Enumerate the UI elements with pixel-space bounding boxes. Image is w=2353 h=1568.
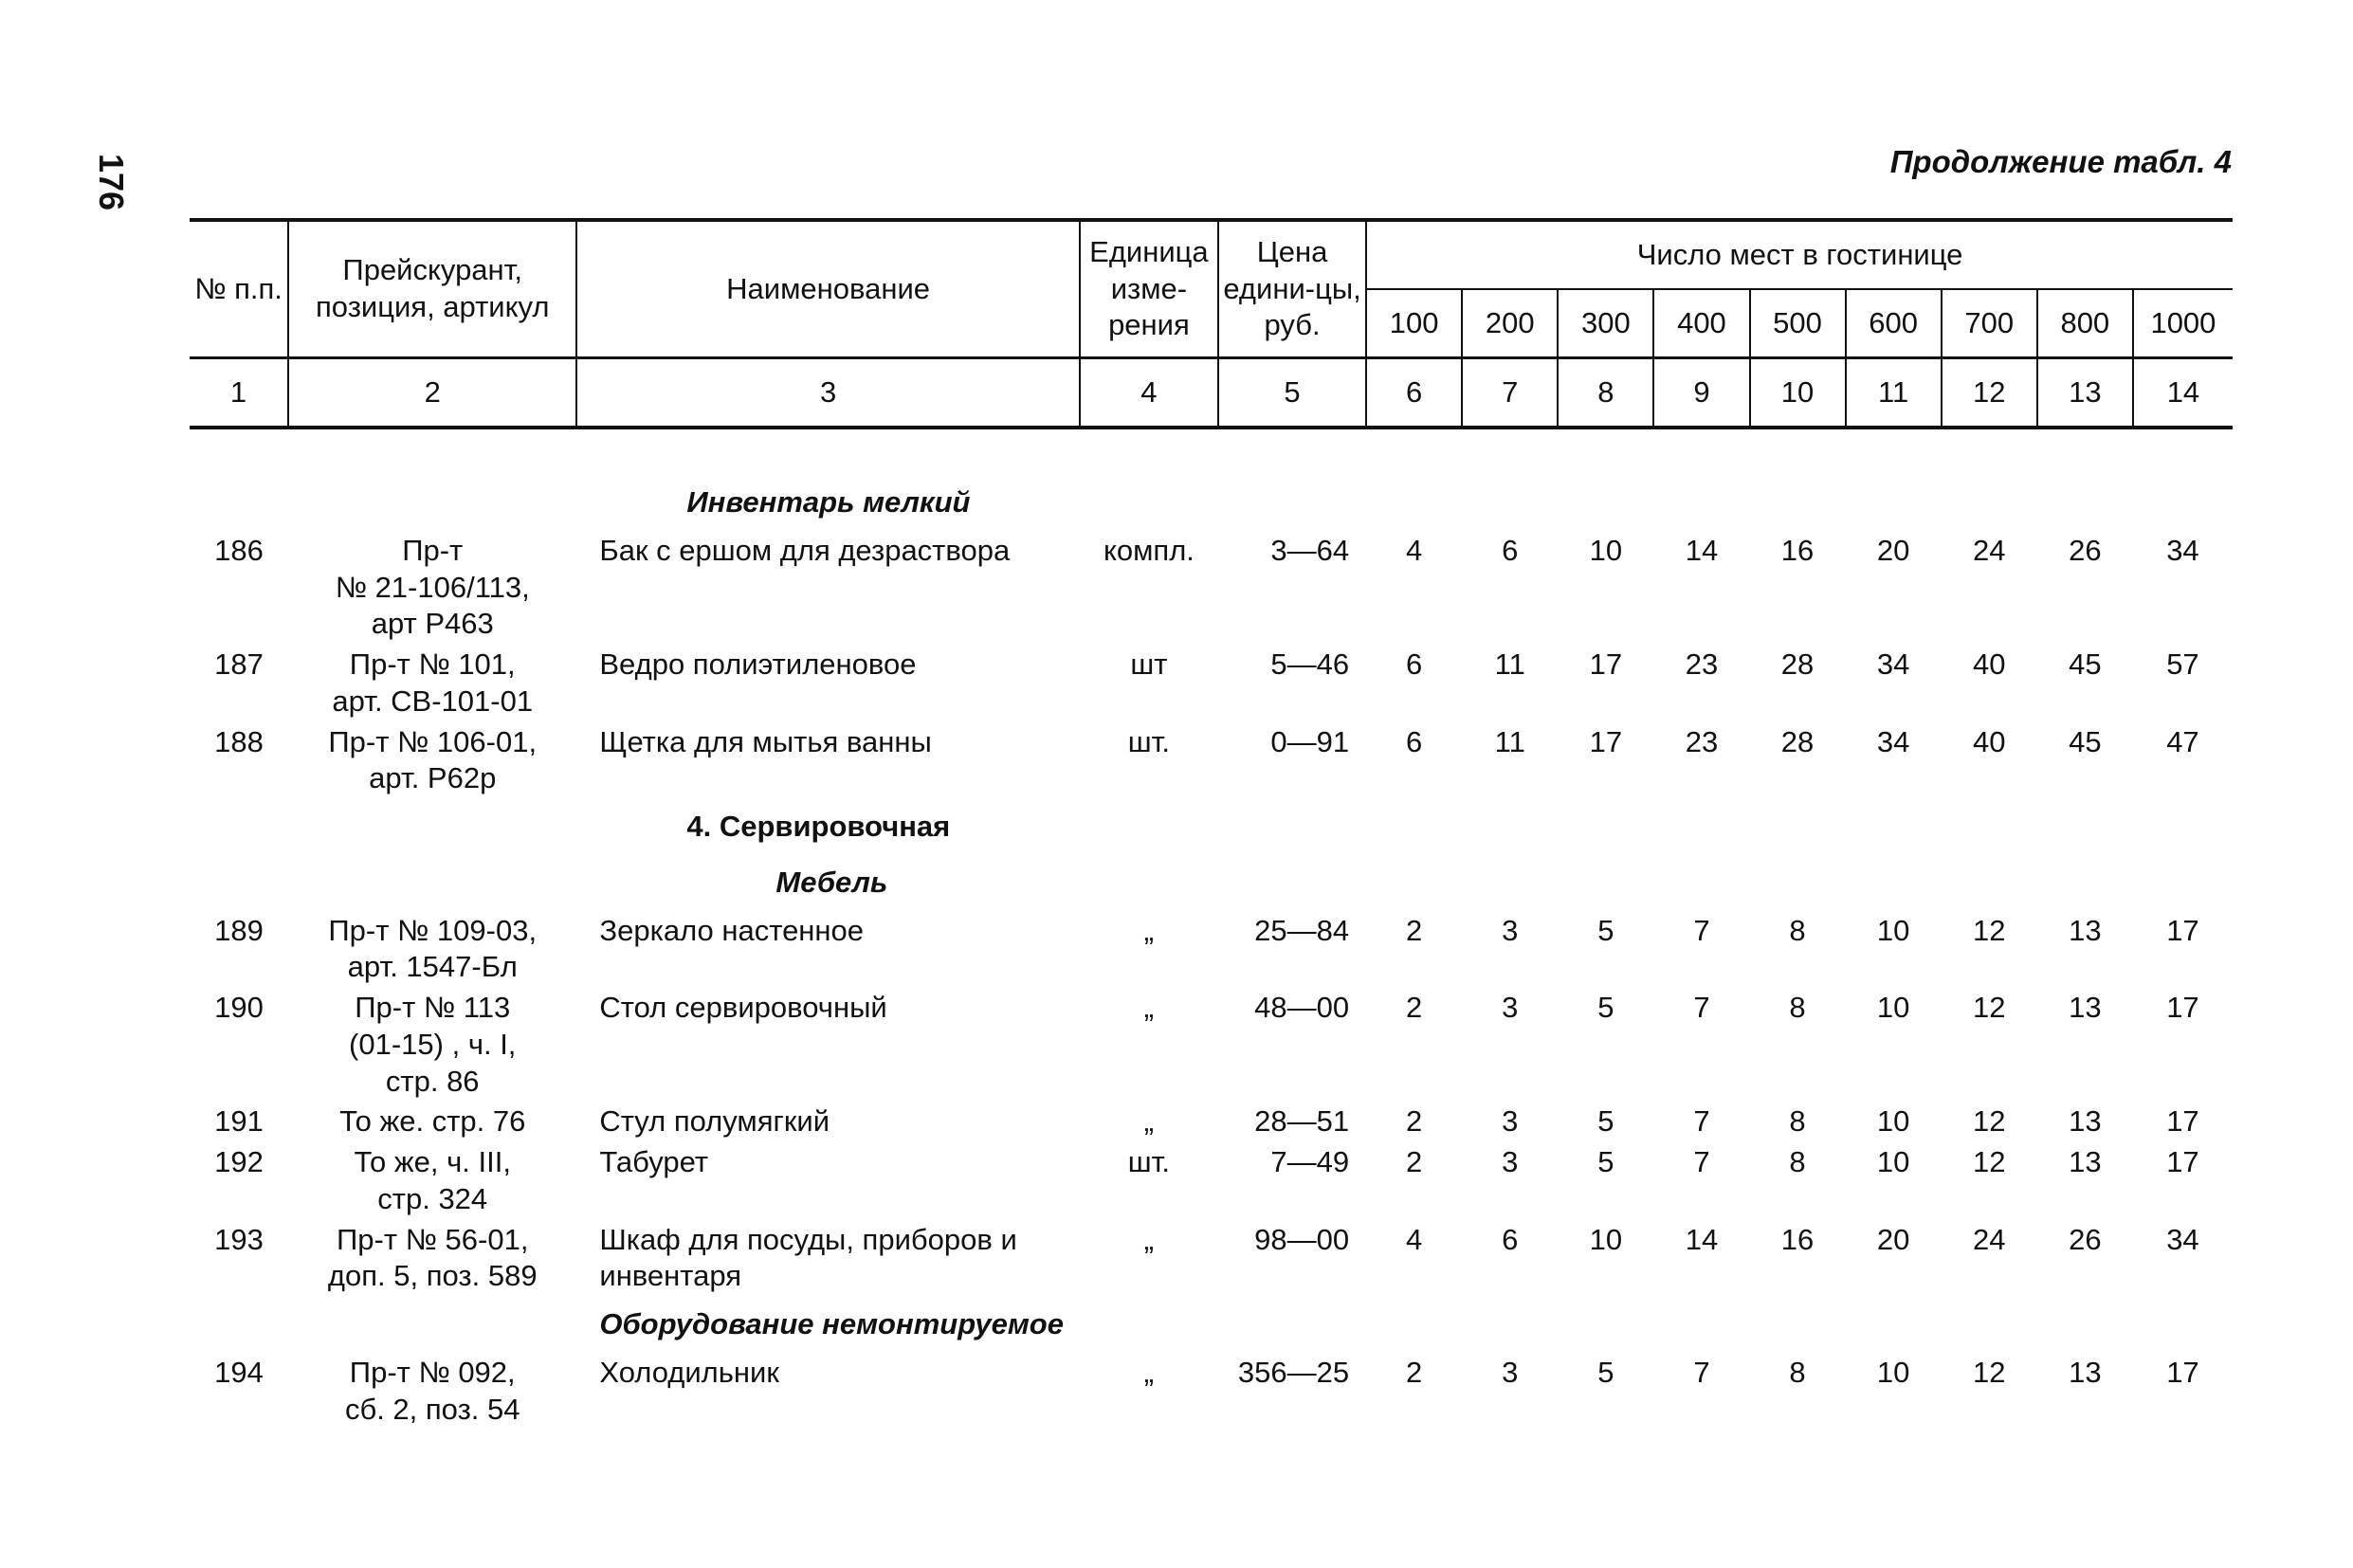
row-quantity: 13 xyxy=(2069,1145,2102,1178)
row-name: Зеркало настенное xyxy=(599,913,865,947)
row-quantity: 26 xyxy=(2069,1222,2102,1256)
row-quantity: 17 xyxy=(2166,1104,2199,1139)
header-col-index: 14 xyxy=(2133,358,2233,428)
row-quantity: 17 xyxy=(2166,991,2199,1024)
row-quantity: 12 xyxy=(1972,1104,2006,1139)
row-quantity: 5 xyxy=(1597,991,1614,1024)
row-quantity: 3 xyxy=(1502,991,1519,1024)
row-quantity: 10 xyxy=(1876,991,1910,1024)
row-quantity: 20 xyxy=(1876,1222,1910,1256)
row-quantity: 5 xyxy=(1597,1145,1614,1178)
table-row xyxy=(190,1102,2233,1142)
row-number: 194 xyxy=(214,1355,264,1389)
header-places-500: 500 xyxy=(1750,289,1846,358)
row-quantity: 7 xyxy=(1693,1145,1710,1178)
row-quantity: 6 xyxy=(1406,647,1423,681)
table-row xyxy=(190,722,2233,800)
row-quantity: 3 xyxy=(1502,913,1519,947)
row-unit: „ xyxy=(1143,1222,1155,1256)
row-quantity: 47 xyxy=(2166,724,2199,758)
header-price: Цена едини-цы, руб. xyxy=(1218,220,1366,358)
header-catalog: Прейскурант, позиция, артикул xyxy=(288,220,576,358)
section-heading-row xyxy=(190,855,2233,911)
row-price: 356—25 xyxy=(1237,1355,1350,1389)
table-continuation-label: Продолжение табл. 4 xyxy=(1889,144,2232,179)
row-number: 186 xyxy=(214,533,264,567)
row-price: 0—91 xyxy=(1270,724,1350,758)
row-quantity: 3 xyxy=(1502,1145,1519,1178)
header-col-index: 4 xyxy=(1080,358,1218,428)
row-quantity: 17 xyxy=(2166,913,2199,947)
row-quantity: 13 xyxy=(2069,1104,2102,1139)
row-quantity: 11 xyxy=(1494,724,1525,758)
row-quantity: 7 xyxy=(1693,913,1710,947)
row-quantity: 34 xyxy=(1876,724,1910,758)
row-catalog: Пр-т № 21-106/113, арт Р463 xyxy=(335,533,530,641)
row-quantity: 4 xyxy=(1406,1222,1423,1256)
page-number: 176 xyxy=(92,154,131,211)
header-col-index: 11 xyxy=(1846,358,1942,428)
header-col-index: 3 xyxy=(576,358,1079,428)
row-quantity: 2 xyxy=(1406,1104,1423,1139)
row-name: Бак с ершом для дезраствора xyxy=(599,533,1011,567)
row-unit: шт xyxy=(1130,647,1168,681)
row-quantity: 10 xyxy=(1589,533,1623,567)
row-name: Стул полумягкий xyxy=(599,1104,830,1139)
row-quantity: 13 xyxy=(2069,1355,2102,1389)
row-quantity: 6 xyxy=(1406,724,1423,758)
row-quantity: 3 xyxy=(1502,1355,1519,1389)
section-heading-cell xyxy=(576,1297,2233,1353)
section-blank xyxy=(190,855,576,911)
row-quantity: 10 xyxy=(1589,1222,1623,1256)
header-unit: Единица изме-рения xyxy=(1080,220,1218,358)
row-quantity: 16 xyxy=(1780,1222,1815,1256)
header-places-300: 300 xyxy=(1558,289,1653,358)
row-unit: „ xyxy=(1143,1355,1155,1389)
row-quantity: 7 xyxy=(1693,1355,1710,1389)
row-quantity: 13 xyxy=(2069,913,2102,947)
row-catalog: Пр-т № 092, сб. 2, поз. 54 xyxy=(344,1355,520,1426)
table-body xyxy=(190,428,2233,1430)
row-quantity: 2 xyxy=(1406,1145,1423,1178)
header-places-group: Число мест в гостинице xyxy=(1366,220,2233,289)
row-quantity: 7 xyxy=(1693,1104,1710,1139)
row-quantity: 12 xyxy=(1972,1355,2006,1389)
row-name: Стол сервировочный xyxy=(599,991,887,1024)
header-col-index: 10 xyxy=(1750,358,1846,428)
row-quantity: 2 xyxy=(1406,1355,1423,1389)
row-unit: „ xyxy=(1143,913,1155,947)
row-quantity: 2 xyxy=(1406,991,1423,1024)
table-row xyxy=(190,531,2233,645)
row-quantity: 5 xyxy=(1597,1355,1614,1389)
row-unit: шт. xyxy=(1127,1145,1171,1178)
row-name: Холодильник xyxy=(599,1355,779,1389)
row-quantity: 45 xyxy=(2069,647,2102,681)
header-col-index: 2 xyxy=(288,358,576,428)
row-quantity: 17 xyxy=(1589,647,1623,681)
header-places-100: 100 xyxy=(1366,289,1462,358)
header-places-800: 800 xyxy=(2037,289,2133,358)
row-quantity: 8 xyxy=(1789,1145,1806,1178)
header-places-600: 600 xyxy=(1846,289,1942,358)
row-catalog: Пр-т № 106-01, арт. Р62р xyxy=(328,724,538,795)
row-quantity: 3 xyxy=(1502,1104,1519,1139)
row-quantity: 23 xyxy=(1685,724,1719,758)
row-quantity: 57 xyxy=(2166,647,2199,681)
row-price: 7—49 xyxy=(1270,1145,1350,1178)
row-quantity: 4 xyxy=(1406,533,1423,567)
header-places-1000: 1000 xyxy=(2133,289,2233,358)
row-quantity: 17 xyxy=(1589,724,1623,758)
header-col-index: 1 xyxy=(190,358,288,428)
row-quantity: 5 xyxy=(1597,913,1614,947)
price-table xyxy=(190,218,2233,1430)
row-number: 188 xyxy=(214,724,264,758)
row-number: 193 xyxy=(214,1222,264,1256)
row-name: Ведро полиэтиленовое xyxy=(599,647,917,681)
header-col-index: 5 xyxy=(1218,358,1366,428)
section-title: Оборудование немонтируемое xyxy=(599,1307,1064,1340)
header-col-index: 12 xyxy=(1942,358,2037,428)
row-number: 191 xyxy=(214,1104,264,1139)
row-name: Шкаф для посуды, приборов и инвентаря xyxy=(599,1222,1017,1293)
row-quantity: 2 xyxy=(1406,913,1423,947)
section-heading-row xyxy=(190,475,2233,531)
section-title: 4. Сервировочная xyxy=(686,810,951,843)
row-quantity: 6 xyxy=(1502,1222,1519,1256)
section-heading-cell xyxy=(576,799,2233,855)
row-quantity: 8 xyxy=(1789,913,1806,947)
row-number: 189 xyxy=(214,913,264,947)
row-quantity: 14 xyxy=(1685,533,1719,567)
table-row xyxy=(190,1142,2233,1220)
table-row xyxy=(190,1220,2233,1298)
row-price: 25—84 xyxy=(1254,913,1350,947)
table-row xyxy=(190,1353,2233,1431)
row-price: 48—00 xyxy=(1254,991,1350,1024)
row-quantity: 7 xyxy=(1693,991,1710,1024)
section-title: Инвентарь мелкий xyxy=(686,485,971,519)
row-quantity: 11 xyxy=(1494,647,1525,681)
section-blank xyxy=(190,799,576,855)
row-quantity: 45 xyxy=(2069,724,2102,758)
row-quantity: 5 xyxy=(1597,1104,1614,1139)
row-quantity: 34 xyxy=(2166,1222,2199,1256)
row-price: 3—64 xyxy=(1270,533,1350,567)
header-col-index: 9 xyxy=(1653,358,1749,428)
row-catalog: Пр-т № 113 (01-15) , ч. I, стр. 86 xyxy=(349,991,517,1098)
row-quantity: 17 xyxy=(2166,1355,2199,1389)
row-quantity: 28 xyxy=(1780,647,1815,681)
spacer-row xyxy=(190,428,2233,475)
row-catalog: Пр-т № 101, арт. СВ-101-01 xyxy=(332,647,534,718)
row-quantity: 34 xyxy=(2166,533,2199,567)
row-catalog: То же. стр. 76 xyxy=(339,1104,526,1139)
spacer-cell xyxy=(190,428,2233,475)
row-quantity: 34 xyxy=(1876,647,1910,681)
row-price: 98—00 xyxy=(1254,1222,1350,1256)
row-quantity: 20 xyxy=(1876,533,1910,567)
row-catalog: Пр-т № 109-03, арт. 1547-Бл xyxy=(328,913,538,984)
row-quantity: 8 xyxy=(1789,1355,1806,1389)
row-unit: „ xyxy=(1143,1104,1155,1139)
header-name: Наименование xyxy=(576,220,1079,358)
row-quantity: 8 xyxy=(1789,991,1806,1024)
section-heading-cell xyxy=(576,475,2233,531)
row-quantity: 8 xyxy=(1789,1104,1806,1139)
row-quantity: 6 xyxy=(1502,533,1519,567)
row-quantity: 16 xyxy=(1780,533,1815,567)
row-number: 187 xyxy=(214,647,264,681)
row-catalog: То же, ч. III, стр. 324 xyxy=(354,1145,511,1215)
table-row xyxy=(190,988,2233,1102)
row-quantity: 13 xyxy=(2069,991,2102,1024)
row-quantity: 26 xyxy=(2069,533,2102,567)
section-heading-cell xyxy=(576,855,2233,911)
row-quantity: 14 xyxy=(1685,1222,1719,1256)
header-col-index: 13 xyxy=(2037,358,2133,428)
header-places-200: 200 xyxy=(1462,289,1558,358)
row-quantity: 10 xyxy=(1876,1104,1910,1139)
row-quantity: 24 xyxy=(1972,1222,2006,1256)
row-quantity: 10 xyxy=(1876,1355,1910,1389)
row-quantity: 28 xyxy=(1780,724,1815,758)
row-quantity: 10 xyxy=(1876,1145,1910,1178)
row-quantity: 17 xyxy=(2166,1145,2199,1178)
row-price: 28—51 xyxy=(1254,1104,1350,1139)
table-header xyxy=(190,220,2233,428)
row-name: Табурет xyxy=(599,1145,709,1178)
row-quantity: 23 xyxy=(1685,647,1719,681)
section-blank xyxy=(190,475,576,531)
row-number: 192 xyxy=(214,1145,264,1178)
header-places-400: 400 xyxy=(1653,289,1749,358)
row-name: Щетка для мытья ванны xyxy=(599,724,932,758)
header-num: № п.п. xyxy=(190,220,288,358)
section-blank xyxy=(190,1297,576,1353)
row-quantity: 12 xyxy=(1972,913,2006,947)
row-price: 5—46 xyxy=(1270,647,1350,681)
row-quantity: 40 xyxy=(1972,647,2006,681)
table-row xyxy=(190,911,2233,989)
row-quantity: 40 xyxy=(1972,724,2006,758)
header-col-index: 8 xyxy=(1558,358,1653,428)
section-heading-row xyxy=(190,1297,2233,1353)
row-unit: шт. xyxy=(1127,724,1171,758)
row-unit: компл. xyxy=(1103,533,1195,567)
header-col-index: 6 xyxy=(1366,358,1462,428)
row-quantity: 12 xyxy=(1972,1145,2006,1178)
header-places-700: 700 xyxy=(1942,289,2037,358)
header-col-index: 7 xyxy=(1462,358,1558,428)
row-unit: „ xyxy=(1143,991,1155,1024)
row-quantity: 10 xyxy=(1876,913,1910,947)
row-quantity: 24 xyxy=(1972,533,2006,567)
section-heading-row xyxy=(190,799,2233,855)
row-number: 190 xyxy=(214,991,264,1024)
row-quantity: 12 xyxy=(1972,991,2006,1024)
section-title: Мебель xyxy=(775,865,888,899)
row-catalog: Пр-т № 56-01, доп. 5, поз. 589 xyxy=(327,1222,538,1293)
table-row xyxy=(190,645,2233,722)
